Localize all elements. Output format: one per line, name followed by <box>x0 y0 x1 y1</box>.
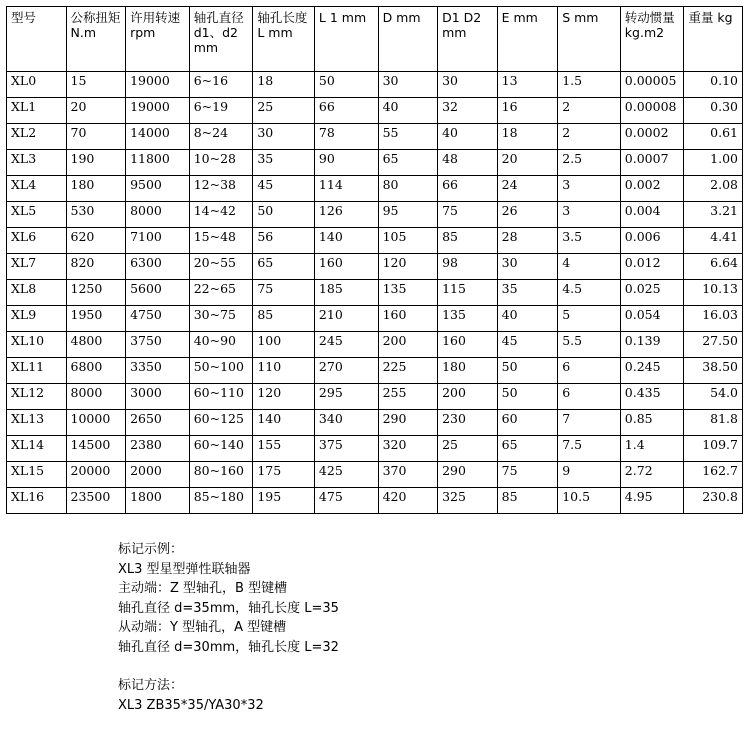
table-cell: 230.8 <box>684 488 743 514</box>
table-cell: 160 <box>314 254 378 280</box>
table-cell: 7100 <box>126 228 190 254</box>
table-cell: 0.245 <box>620 358 684 384</box>
table-cell: 30 <box>438 72 498 98</box>
table-cell: 6300 <box>126 254 190 280</box>
table-cell: 0.0007 <box>620 150 684 176</box>
table-cell: 140 <box>314 228 378 254</box>
column-header: L 1 mm <box>314 7 378 72</box>
table-cell: 85 <box>497 488 558 514</box>
table-cell: 0.61 <box>684 124 743 150</box>
table-cell: 160 <box>438 332 498 358</box>
table-header-row <box>7 7 743 72</box>
table-cell: XL0 <box>7 72 67 98</box>
table-cell: 16.03 <box>684 306 743 332</box>
table-row <box>7 124 743 150</box>
table-cell: 5600 <box>126 280 190 306</box>
table-cell: 50 <box>314 72 378 98</box>
table-cell: 180 <box>66 176 126 202</box>
table-cell: XL1 <box>7 98 67 124</box>
table-cell: 75 <box>438 202 498 228</box>
table-cell: 100 <box>253 332 315 358</box>
table-cell: 200 <box>438 384 498 410</box>
table-cell: 30 <box>253 124 315 150</box>
table-cell: 81.8 <box>684 410 743 436</box>
table-row <box>7 410 743 436</box>
table-row <box>7 384 743 410</box>
table-cell: 4 <box>558 254 621 280</box>
table-cell: XL10 <box>7 332 67 358</box>
table-cell: 5.5 <box>558 332 621 358</box>
table-cell: 230 <box>438 410 498 436</box>
table-cell: XL16 <box>7 488 67 514</box>
table-cell: 1.5 <box>558 72 621 98</box>
table-cell: 18 <box>253 72 315 98</box>
table-cell: 0.85 <box>620 410 684 436</box>
table-cell: 185 <box>314 280 378 306</box>
table-cell: 19000 <box>126 72 190 98</box>
table-cell: 95 <box>378 202 438 228</box>
table-cell: 70 <box>66 124 126 150</box>
column-header: 公称扭矩 N.m <box>66 7 126 72</box>
table-cell: 2.72 <box>620 462 684 488</box>
table-cell: 375 <box>314 436 378 462</box>
table-cell: XL13 <box>7 410 67 436</box>
table-cell: 135 <box>438 306 498 332</box>
method-value: XL3 ZB35*35/YA30*32 <box>118 697 264 713</box>
table-row <box>7 332 743 358</box>
table-cell: 200 <box>378 332 438 358</box>
example-model-line: XL3 型星型弹性联轴器 <box>118 561 251 577</box>
table-cell: 50 <box>253 202 315 228</box>
table-cell: 50~100 <box>189 358 253 384</box>
table-cell: 40~90 <box>189 332 253 358</box>
table-cell: 20 <box>497 150 558 176</box>
table-cell: 14500 <box>66 436 126 462</box>
example-title: 标记示例： <box>118 542 184 557</box>
table-cell: 180 <box>438 358 498 384</box>
table-cell: 15 <box>66 72 126 98</box>
table-cell: 6800 <box>66 358 126 384</box>
example-driven-dims: 轴孔直径 d=30mm，轴孔长度 L=32 <box>118 639 339 655</box>
table-cell: 425 <box>314 462 378 488</box>
table-cell: 0.002 <box>620 176 684 202</box>
table-cell: 48 <box>438 150 498 176</box>
table-cell: XL4 <box>7 176 67 202</box>
table-cell: 475 <box>314 488 378 514</box>
table-cell: 0.0002 <box>620 124 684 150</box>
table-cell: 9500 <box>126 176 190 202</box>
table-cell: 10~28 <box>189 150 253 176</box>
example-driving-dims: 轴孔直径 d=35mm，轴孔长度 L=35 <box>118 600 339 616</box>
table-cell: XL7 <box>7 254 67 280</box>
table-cell: 135 <box>378 280 438 306</box>
table-cell: 4800 <box>66 332 126 358</box>
table-cell: XL8 <box>7 280 67 306</box>
table-cell: 80~160 <box>189 462 253 488</box>
column-header: D1 D2 mm <box>438 7 498 72</box>
table-cell: 35 <box>253 150 315 176</box>
table-cell: XL15 <box>7 462 67 488</box>
table-cell: 0.435 <box>620 384 684 410</box>
table-cell: 80 <box>378 176 438 202</box>
table-cell: 0.10 <box>684 72 743 98</box>
table-cell: XL6 <box>7 228 67 254</box>
table-cell: 65 <box>253 254 315 280</box>
table-cell: XL2 <box>7 124 67 150</box>
table-cell: 225 <box>378 358 438 384</box>
table-cell: 14000 <box>126 124 190 150</box>
table-cell: 3 <box>558 176 621 202</box>
table-cell: 25 <box>438 436 498 462</box>
table-cell: 0.139 <box>620 332 684 358</box>
table-cell: 14~42 <box>189 202 253 228</box>
table-cell: 1250 <box>66 280 126 306</box>
column-header: E mm <box>497 7 558 72</box>
table-cell: 56 <box>253 228 315 254</box>
table-cell: XL9 <box>7 306 67 332</box>
method-title: 标记方法： <box>118 678 184 693</box>
table-cell: 54.0 <box>684 384 743 410</box>
table-cell: 38.50 <box>684 358 743 384</box>
table-cell: 16 <box>497 98 558 124</box>
table-cell: 1800 <box>126 488 190 514</box>
table-cell: 1.4 <box>620 436 684 462</box>
table-cell: 45 <box>497 332 558 358</box>
table-cell: 0.025 <box>620 280 684 306</box>
table-cell: 10.13 <box>684 280 743 306</box>
table-cell: 20 <box>66 98 126 124</box>
table-cell: 120 <box>378 254 438 280</box>
table-cell: 60~125 <box>189 410 253 436</box>
table-cell: 6.64 <box>684 254 743 280</box>
table-cell: 195 <box>253 488 315 514</box>
table-cell: 40 <box>497 306 558 332</box>
table-cell: 85 <box>438 228 498 254</box>
table-cell: 320 <box>378 436 438 462</box>
table-cell: 60~140 <box>189 436 253 462</box>
table-row <box>7 306 743 332</box>
table-cell: 1950 <box>66 306 126 332</box>
table-cell: 0.00005 <box>620 72 684 98</box>
table-cell: 340 <box>314 410 378 436</box>
column-header: 轴孔直径 d1、d2mm <box>189 7 253 72</box>
table-cell: 0.006 <box>620 228 684 254</box>
table-cell: 19000 <box>126 98 190 124</box>
example-driven-end: 从动端：Y 型轴孔，A 型键槽 <box>118 620 287 635</box>
table-cell: 160 <box>378 306 438 332</box>
table-cell: 78 <box>314 124 378 150</box>
table-cell: 75 <box>497 462 558 488</box>
table-row <box>7 358 743 384</box>
table-cell: 0.30 <box>684 98 743 124</box>
column-header: S mm <box>558 7 621 72</box>
table-cell: 3350 <box>126 358 190 384</box>
table-cell: 27.50 <box>684 332 743 358</box>
table-cell: 0.012 <box>620 254 684 280</box>
table-cell: 4.95 <box>620 488 684 514</box>
table-cell: 2380 <box>126 436 190 462</box>
table-cell: 9 <box>558 462 621 488</box>
table-cell: 255 <box>378 384 438 410</box>
table-cell: 3.5 <box>558 228 621 254</box>
table-cell: 30 <box>378 72 438 98</box>
table-cell: 25 <box>253 98 315 124</box>
table-cell: 12~38 <box>189 176 253 202</box>
table-cell: 120 <box>253 384 315 410</box>
table-cell: 98 <box>438 254 498 280</box>
table-cell: 1.00 <box>684 150 743 176</box>
table-cell: 820 <box>66 254 126 280</box>
table-row <box>7 150 743 176</box>
column-header: D mm <box>378 7 438 72</box>
table-cell: 3.21 <box>684 202 743 228</box>
table-cell: 75 <box>253 280 315 306</box>
table-cell: 4.5 <box>558 280 621 306</box>
table-row <box>7 228 743 254</box>
table-cell: 65 <box>497 436 558 462</box>
table-cell: 2.08 <box>684 176 743 202</box>
table-cell: 140 <box>253 410 315 436</box>
column-header: 重量 kg <box>684 7 743 72</box>
table-cell: 3750 <box>126 332 190 358</box>
table-cell: 290 <box>378 410 438 436</box>
table-cell: 8~24 <box>189 124 253 150</box>
table-cell: 114 <box>314 176 378 202</box>
table-cell: 2 <box>558 98 621 124</box>
table-cell: XL3 <box>7 150 67 176</box>
table-cell: 2 <box>558 124 621 150</box>
table-cell: 11800 <box>126 150 190 176</box>
table-cell: 23500 <box>66 488 126 514</box>
table-cell: 35 <box>497 280 558 306</box>
table-cell: 50 <box>497 384 558 410</box>
table-cell: 2.5 <box>558 150 621 176</box>
table-cell: 28 <box>497 228 558 254</box>
table-cell: 325 <box>438 488 498 514</box>
table-row <box>7 254 743 280</box>
example-driving-end: 主动端：Z 型轴孔，B 型键槽 <box>118 581 288 596</box>
table-cell: 10000 <box>66 410 126 436</box>
table-cell: 22~65 <box>189 280 253 306</box>
table-row <box>7 462 743 488</box>
table-cell: 175 <box>253 462 315 488</box>
table-cell: 109.7 <box>684 436 743 462</box>
table-cell: 620 <box>66 228 126 254</box>
column-header: 轴孔长度L mm <box>253 7 315 72</box>
table-cell: 20~55 <box>189 254 253 280</box>
table-cell: 18 <box>497 124 558 150</box>
table-cell: 66 <box>314 98 378 124</box>
table-cell: 24 <box>497 176 558 202</box>
table-row <box>7 488 743 514</box>
table-cell: 126 <box>314 202 378 228</box>
table-cell: XL12 <box>7 384 67 410</box>
table-cell: XL14 <box>7 436 67 462</box>
table-cell: 30~75 <box>189 306 253 332</box>
table-cell: 115 <box>438 280 498 306</box>
table-cell: 8000 <box>66 384 126 410</box>
table-cell: 50 <box>497 358 558 384</box>
table-cell: 40 <box>378 98 438 124</box>
table-cell: 10.5 <box>558 488 621 514</box>
notes-spacer <box>118 657 339 676</box>
table-cell: 55 <box>378 124 438 150</box>
table-cell: 2000 <box>126 462 190 488</box>
table-cell: 0.00008 <box>620 98 684 124</box>
table-cell: 270 <box>314 358 378 384</box>
table-cell: 6~16 <box>189 72 253 98</box>
table-cell: 6 <box>558 384 621 410</box>
table-row <box>7 202 743 228</box>
table-cell: 190 <box>66 150 126 176</box>
table-cell: 85 <box>253 306 315 332</box>
table-cell: 4750 <box>126 306 190 332</box>
table-cell: 2650 <box>126 410 190 436</box>
table-cell: 162.7 <box>684 462 743 488</box>
table-cell: 7.5 <box>558 436 621 462</box>
table-cell: 5 <box>558 306 621 332</box>
table-cell: 6~19 <box>189 98 253 124</box>
table-row <box>7 98 743 124</box>
table-cell: 0.054 <box>620 306 684 332</box>
table-row <box>7 176 743 202</box>
table-cell: 110 <box>253 358 315 384</box>
table-cell: 4.41 <box>684 228 743 254</box>
table-cell: 105 <box>378 228 438 254</box>
table-cell: 290 <box>438 462 498 488</box>
table-cell: 45 <box>253 176 315 202</box>
table-cell: 15~48 <box>189 228 253 254</box>
table-cell: XL5 <box>7 202 67 228</box>
table-cell: 3000 <box>126 384 190 410</box>
table-cell: 90 <box>314 150 378 176</box>
table-cell: 66 <box>438 176 498 202</box>
table-cell: 295 <box>314 384 378 410</box>
table-cell: 370 <box>378 462 438 488</box>
column-header: 型号 <box>7 7 67 72</box>
table-cell: 420 <box>378 488 438 514</box>
table-cell: 210 <box>314 306 378 332</box>
marking-notes <box>118 540 339 715</box>
table-cell: 530 <box>66 202 126 228</box>
table-cell: 6 <box>558 358 621 384</box>
table-row <box>7 436 743 462</box>
table-cell: 13 <box>497 72 558 98</box>
table-body <box>7 72 743 514</box>
table-row <box>7 72 743 98</box>
table-cell: 40 <box>438 124 498 150</box>
table-cell: 3 <box>558 202 621 228</box>
table-cell: 60 <box>497 410 558 436</box>
table-cell: 155 <box>253 436 315 462</box>
table-cell: 8000 <box>126 202 190 228</box>
table-cell: 60~110 <box>189 384 253 410</box>
table-cell: 245 <box>314 332 378 358</box>
table-cell: XL11 <box>7 358 67 384</box>
table-cell: 0.004 <box>620 202 684 228</box>
table-cell: 7 <box>558 410 621 436</box>
table-cell: 26 <box>497 202 558 228</box>
coupling-spec-table <box>6 6 743 514</box>
table-cell: 20000 <box>66 462 126 488</box>
table-cell: 85~180 <box>189 488 253 514</box>
table-row <box>7 280 743 306</box>
column-header: 许用转速 rpm <box>126 7 190 72</box>
table-cell: 32 <box>438 98 498 124</box>
table-cell: 30 <box>497 254 558 280</box>
table-cell: 65 <box>378 150 438 176</box>
column-header: 转动惯量 kg.m2 <box>620 7 684 72</box>
